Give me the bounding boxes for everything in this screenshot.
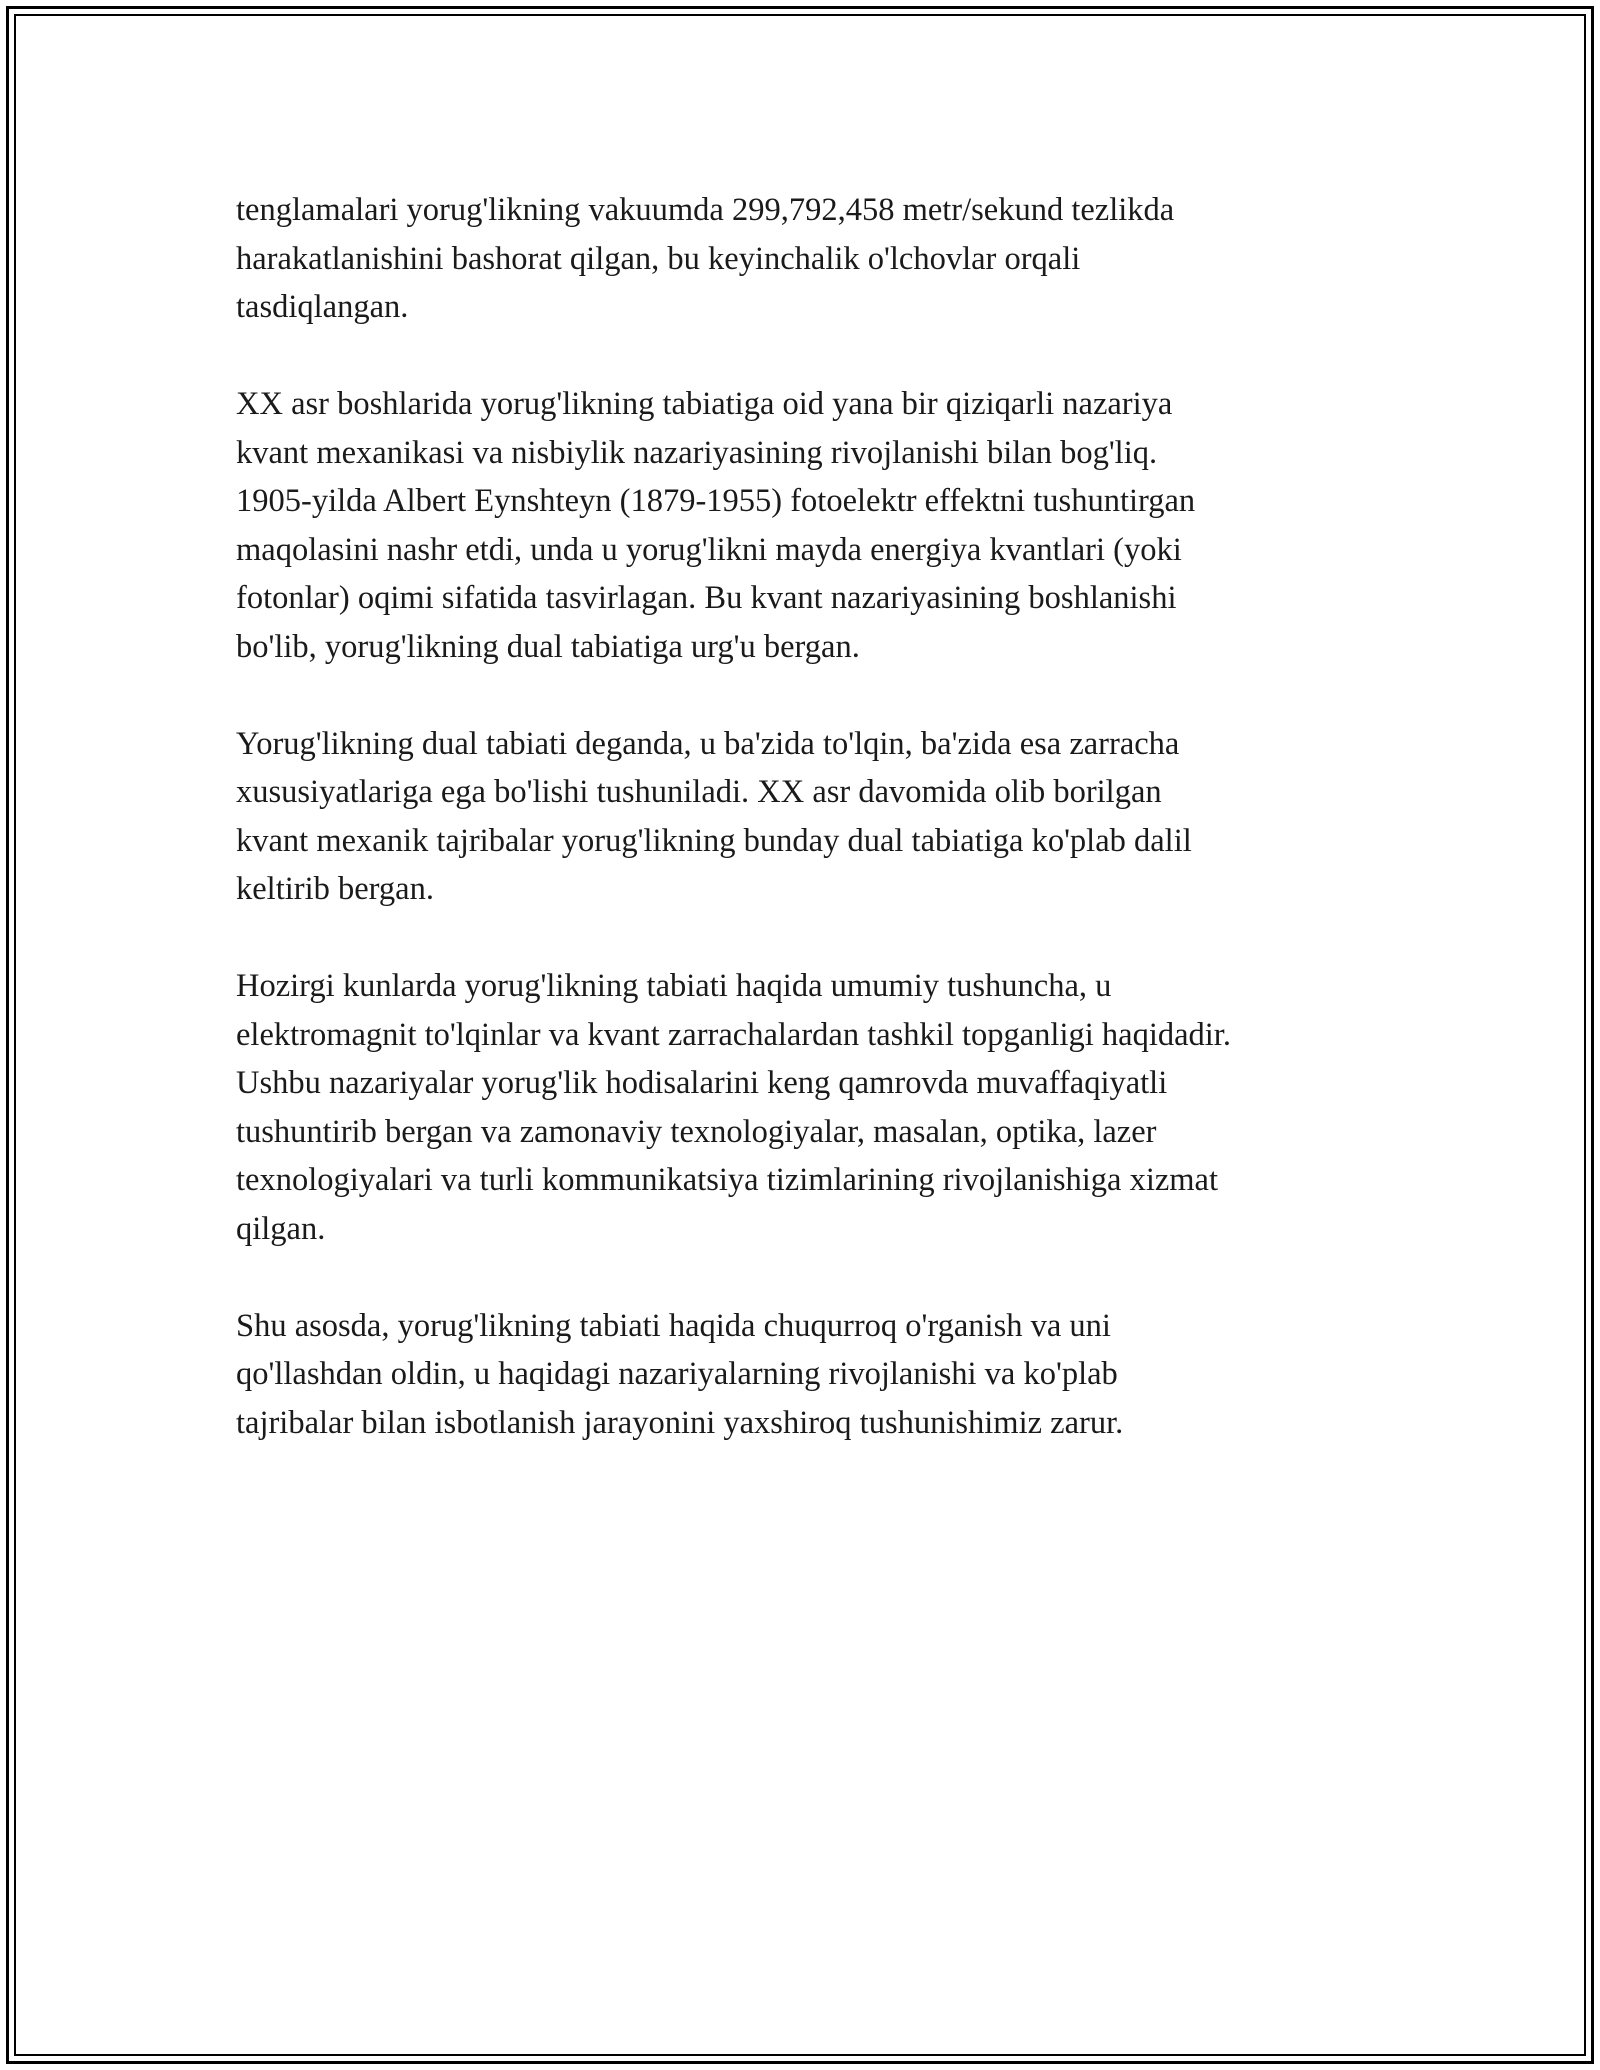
document-body — [236, 186, 1366, 1496]
paragraph: XX asr boshlarida yorug'likning tabiatiga oid yana bir qiziqarli nazariya kvant mexanikasi va nisbiylik nazariyasining rivojlanishi bilan bog'liq. 1905-yilda Albert Eynshteyn (1879-1955) fotoelektr effektni tushuntirgan maqolasini nashr etdi, unda u yorug'likni mayda energiya kvantlari (yoki fotonlar) oqimi sifatida tasvirlagan. Bu kvant nazariyasining boshlanishi bo'lib, yorug'likning dual tabiatiga urg'u bergan. — [236, 386, 1196, 665]
paragraph: Hozirgi kunlarda yorug'likning tabiati haqida umumiy tushuncha, u elektromagnit to'lqinlar va kvant zarrachalardan tashkil topganligi haqidadir. Ushbu nazariyalar yorug'lik hodisalarini keng qamrovda muvaffaqiyatli tushuntirib bergan va zamonaviy texnologiyalar, masalan, optika, lazer texnologiyalari va turli kommunikatsiya tizimlarining rivojlanishiga xizmat qilgan. — [236, 968, 1231, 1247]
paragraph: Yorug'likning dual tabiati deganda, u ba'zida to'lqin, ba'zida esa zarracha xususiyatlariga ega bo'lishi tushuniladi. XX asr davomida olib borilgan kvant mexanik tajribalar yorug'likning bunday dual tabiatiga ko'plab dalil keltirib bergan. — [236, 725, 1192, 907]
paragraph: Shu asosda, yorug'likning tabiati haqida chuqurroq o'rganish va uni qo'llashdan oldin, u haqidagi nazariyalarning rivojlanishi va ko'plab tajribalar bilan isbotlanish jarayonini yaxshiroq tushunishimiz zarur. — [236, 1307, 1124, 1441]
paragraph: tenglamalari yorug'likning vakuumda 299,792,458 metr/sekund tezlikda harakatlanishini bashorat qilgan, bu keyinchalik o'lchovlar orqali tasdiqlangan. — [236, 192, 1175, 325]
